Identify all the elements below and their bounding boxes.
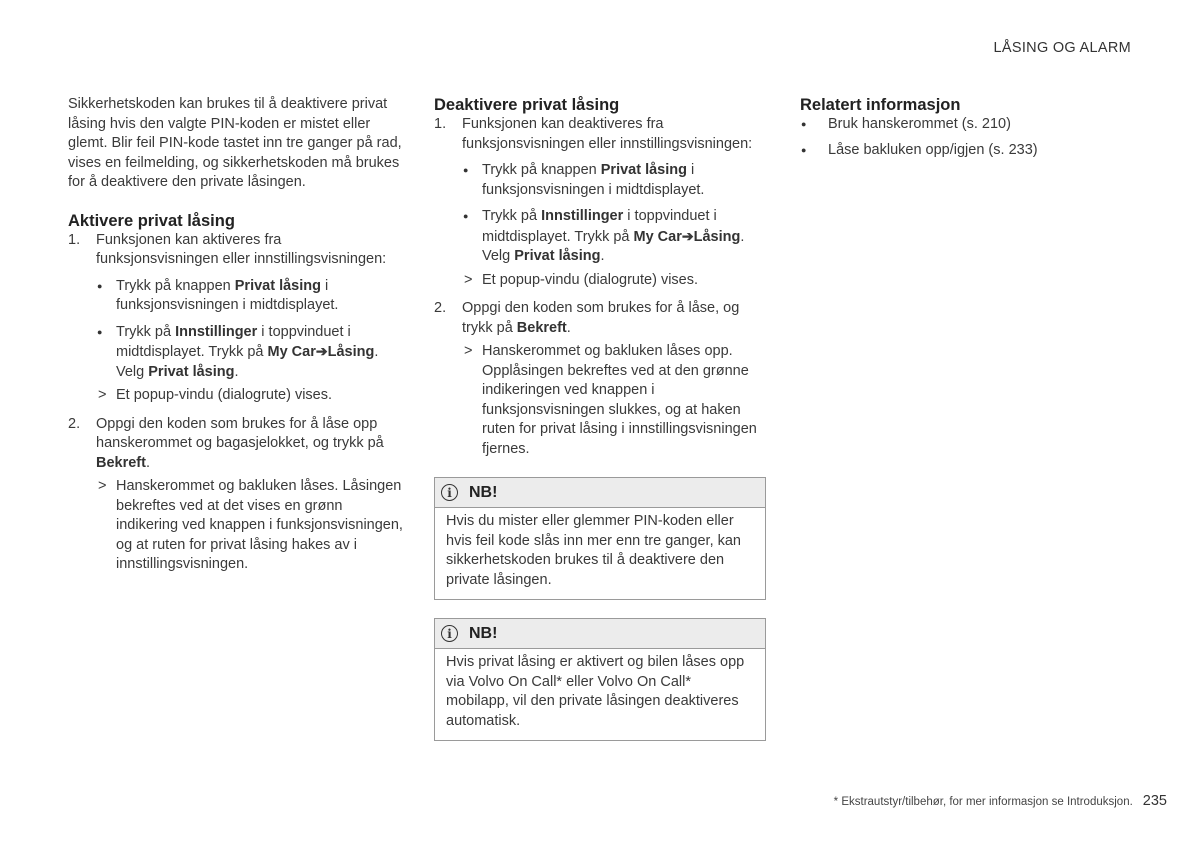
heading-activate: Aktivere privat låsing xyxy=(68,211,235,230)
bullet-item: ● Trykk på Innstillinger i toppvinduet i midtdisplayet. Trykk på My Car➔Låsing. Velg Privat låsing. xyxy=(462,207,766,267)
activate-step-2: 2. Oppgi den koden som brukes for å låse opp hanskerommet og bagasjelokket, og trykk på Bekreft. > Hanskerommet og bakluken låses. Låsingen bekreftes ved at det vises en grønn indikering ved knappen i funksjonsvisningen, og at ruten for privat låsing hakes av i innstillingsvisningen. xyxy=(68,415,403,575)
column-deactivate xyxy=(434,95,766,741)
page-footer xyxy=(700,792,1167,810)
step-number: 2. xyxy=(68,415,81,432)
note-body: Hvis du mister eller glemmer PIN-koden eller hvis feil kode slås inn mer enn tre ganger, kan sikkerhetskoden brukes til å deaktivere den private låsingen. xyxy=(446,513,741,588)
footnote: * Ekstrautstyr/tilbehør, for mer informasjon se Introduksjon. xyxy=(833,796,1133,808)
intro-paragraph: Sikkerhetskoden kan brukes til å deaktivere privat låsing hvis den valgte PIN-koden er mistet eller glemt. Blir feil PIN-kode tastet inn tre ganger på rad, vises en feilmelding, og sikkerhetskoden må brukes for å deaktivere den private låsingen. xyxy=(68,96,402,190)
ui-term: Privat låsing xyxy=(514,248,601,264)
info-icon: i xyxy=(441,625,458,642)
related-link-tailgate[interactable]: ● Låse bakluken opp/igjen (s. 233) xyxy=(800,141,1140,161)
result-marker: > xyxy=(98,387,107,403)
page-number: 235 xyxy=(1142,793,1167,809)
arrow-right-icon: ➔ xyxy=(315,343,328,359)
step-number: 1. xyxy=(68,231,81,248)
note-header xyxy=(435,478,765,508)
note-title: NB! xyxy=(469,483,498,501)
result-marker: > xyxy=(98,478,107,494)
step-number: 2. xyxy=(434,300,447,316)
ui-term: Innstillinger xyxy=(175,323,258,340)
ui-term: Bekreft xyxy=(96,454,146,471)
bullet-item: ● Trykk på Innstillinger i toppvinduet i midtdisplayet. Trykk på My Car➔Låsing. Velg Privat låsing. xyxy=(96,323,403,383)
ui-term: My Car xyxy=(633,228,682,245)
step-number: 1. xyxy=(434,116,447,132)
ui-term: My Car xyxy=(267,344,316,360)
activate-step-1 xyxy=(68,231,403,406)
result-item: > Et popup-vindu (dialogrute) vises. xyxy=(96,386,403,406)
heading-related: Relatert informasjon xyxy=(800,96,961,114)
heading-deactivate: Deaktivere privat låsing xyxy=(434,96,620,114)
note-box-pin xyxy=(434,477,766,600)
ui-term: Privat låsing xyxy=(148,363,235,380)
related-link-glovebox[interactable]: ● Bruk hanskerommet (s. 210) xyxy=(800,115,1140,135)
info-icon: i xyxy=(441,484,458,501)
result-item: > Hanskerommet og bakluken låses. Låsingen bekreftes ved at det vises en grønn indikering ved knappen i funksjonsvisningen, og at ruten for privat låsing hakes av i innstillingsvisningen. xyxy=(98,478,403,572)
ui-term: Privat låsing xyxy=(234,277,321,294)
note-body: Hvis privat låsing er aktivert og bilen låses opp via Volvo On Call* eller Volvo On Call* mobilapp, vil den private låsingen deaktiveres automatisk. xyxy=(446,654,745,729)
ui-term: Låsing xyxy=(693,228,741,245)
note-box-volvo-on-call xyxy=(434,618,766,741)
ui-term: Privat låsing xyxy=(600,162,687,178)
arrow-right-icon: ➔ xyxy=(681,227,694,244)
bullet-item: ● Trykk på knappen Privat låsing i funksjonsvisningen i midtdisplayet. xyxy=(462,161,766,200)
column-activate xyxy=(68,95,403,575)
note-header xyxy=(435,619,765,649)
step-text: Funksjonen kan deaktiveres fra funksjonsvisningen eller innstillingsvisningen: xyxy=(462,116,753,152)
deactivate-step-1 xyxy=(434,115,766,290)
ui-term: Bekreft xyxy=(516,319,567,336)
result-marker: > xyxy=(464,271,473,288)
ui-term: Innstillinger xyxy=(541,208,624,224)
result-marker: > xyxy=(464,343,473,359)
column-related xyxy=(800,95,1140,160)
ui-term: Låsing xyxy=(327,344,375,360)
bullet-item: ● Trykk på knappen Privat låsing i funksjonsvisningen i midtdisplayet. xyxy=(96,277,403,316)
result-item: > Et popup-vindu (dialogrute) vises. xyxy=(462,271,766,291)
deactivate-step-2: 2. Oppgi den koden som brukes for å låse, og trykk på Bekreft. > Hanskerommet og bakluken låses opp. Opplåsingen bekreftes ved at den grønne indikeringen ved knappen i funksjonsvisningen slukkes, og at haken ruten for privat låsing i innstillingsvisningen fjernes. xyxy=(434,299,766,459)
result-item: > Hanskerommet og bakluken låses opp. Opplåsingen bekreftes ved at den grønne indikeringen ved knappen i funksjonsvisningen slukkes, og at haken ruten for privat låsing i innstillingsvisningen fjernes. xyxy=(464,343,757,457)
step-text: Funksjonen kan aktiveres fra funksjonsvisningen eller innstillingsvisningen: xyxy=(96,231,387,267)
chapter-title: LÅSING OG ALARM xyxy=(993,40,1131,56)
note-title: NB! xyxy=(469,624,498,642)
